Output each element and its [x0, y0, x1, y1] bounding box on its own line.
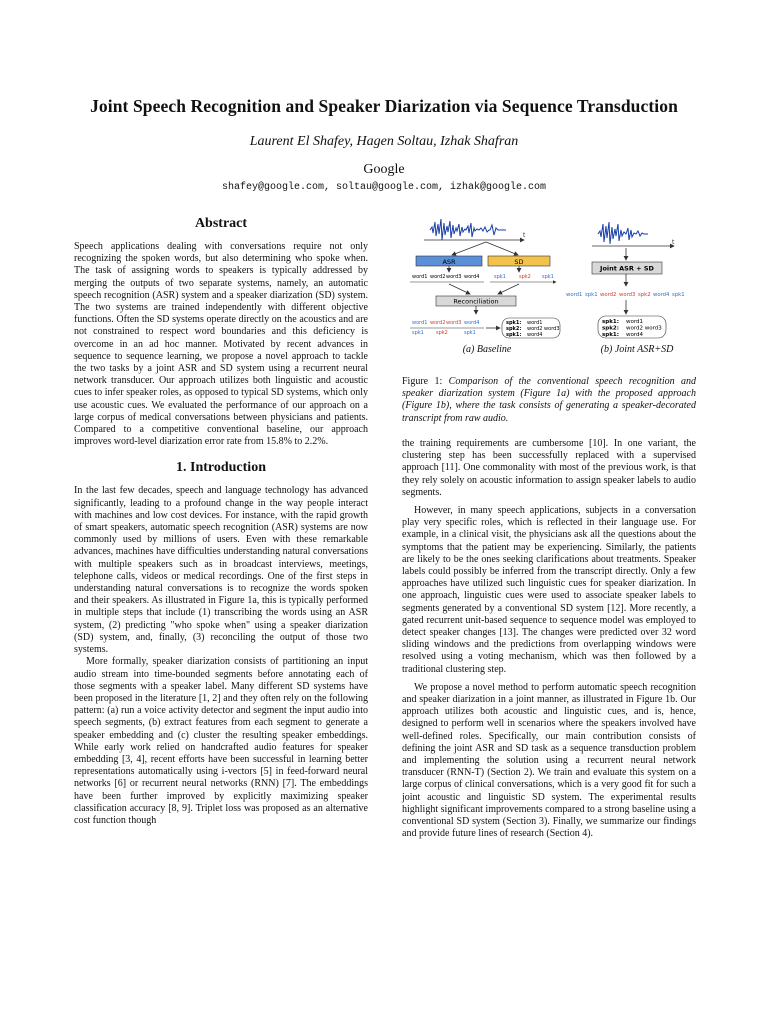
subcaption-a — [432, 344, 542, 355]
recon-spk-3: spk1 — [464, 330, 476, 336]
joint-waveform — [598, 222, 648, 244]
sd-spk-1: spk1 — [494, 274, 506, 280]
baseline-diagram — [410, 219, 560, 338]
joint-stream-word-3: word3 — [619, 292, 636, 298]
right-paragraph-2: However, in many speech applications, subjects in a conversation play very specific roles, which is reflected in their language use. For example, in a clinical visit, the physicians ask all the questions about the symptoms that the patient may be experiencing. Similarly, the patients are likely to be the ones seeking clarifications about treatments. Speaker labels could possibly be inferred from the transcript directly. Only a few approaches have utilized such linguistic cues for speaker diarization. In one approach, linguistic cues were used to associate speaker labels to segments generated by a conventional SD system [12]. More recently, a gated recurrent unit-based sequence to sequence model was employed to detect speaker changes [13]. The changes were predicted over 32 word sliding windows and the predictions from overlapping windows were resolved using a voting mechanism, which was then followed by a traditional clustering step. — [402, 505, 696, 675]
sd-label: SD — [514, 258, 524, 266]
joint-t-label: t — [672, 239, 675, 246]
baseline-waveform — [430, 219, 506, 240]
recon-word-4: word4 — [464, 320, 480, 326]
baseline-out-words-2: word2 word3 — [527, 326, 560, 332]
intro-heading: 1. Introduction — [176, 460, 266, 476]
abstract-heading: Abstract — [194, 216, 248, 231]
intro-paragraph-2: More formally, speaker diarization consists of partitioning an input audio stream into time-bounded segments before annotating each of those segments with a speaker label. Many different SD systems have been proposed in the literature [1, 2] and they often rely on the following pattern: (a) run a voice activity detector and segment the input audio into speech segments, (b) extract features from each segment to generate a speaker embedding and (c) cluster the resulting speaker embeddings. While early work relied on handcrafted audio features for speaker embedding [3, 4], recent efforts have been successful in learning better representations automatically using i-vectors [5] in feed-forward neural networks [6] or recurrent neural networks (RNN) [7]. The embeddings have been further improved by explicitly maximizing speaker classification accuracy [8, 9]. Triplet loss was proposed as an alternative cost function though — [74, 656, 368, 826]
subcaption-b — [582, 344, 692, 355]
asr-word-4: word4 — [464, 274, 480, 280]
recon-spk-2: spk2 — [436, 330, 448, 336]
arrow-asr-recon — [449, 284, 470, 294]
joint-stream-spk-3: spk1 — [672, 292, 685, 298]
baseline-out-spk-2: spk2: — [506, 326, 522, 332]
paper-authors: Laurent El Shafey, Hagen Soltau, Izhak Shafran — [249, 134, 519, 149]
joint-out-spk-2: spk2: — [602, 325, 619, 332]
asr-word-3: word3 — [446, 274, 462, 280]
joint-label: Joint ASR + SD — [600, 264, 654, 273]
reconciliation-label: Reconciliation — [453, 297, 499, 306]
figure-1 — [402, 210, 696, 370]
abstract-text: Speech applications dealing with conversations require not only recognizing the spoken words, but also determining who spoke when. The task of assigning words to speakers is typically addressed by merging the outputs of two separate systems, namely, an automatic speech recognition (ASR) system and a speaker diarization (SD) system. The two systems are trained independently with different objective functions. Often the SD systems operate directly on the acoustics and are not constrained to respect word boundaries and this deficiency is overcome in an ad hoc manner. Motivated by recent advances in sequence to sequence learning, we propose a novel approach to tackle the two tasks by a joint ASR and SD system using a recurrent neural network transducer. Our approach utilizes both linguistic and acoustic cues to infer speaker roles, as opposed to typical SD systems, which only use acoustic cues. We evaluated the performance of our approach on a large corpus of medical conversations between physicians and patients. Compared to a competitive conventional baseline, our approach improves word-level diarization error rate from 15.8% to 2.2%. — [74, 241, 368, 448]
joint-out-words-1: word1 — [626, 319, 644, 325]
baseline-out-words-3: word4 — [527, 332, 543, 338]
figure-caption-prefix: Figure 1: — [402, 376, 449, 387]
arrow-to-asr — [452, 242, 486, 255]
right-paragraph-1: the training requirements are cumbersome [10]. In one variant, the clustering step has been successfully replaced with a supervised approach [11]. One commonality with most of the previous work, is that they rely solely on acoustic information to assign speaker labels to audio segments. — [402, 438, 696, 498]
baseline-t-label: t — [523, 232, 526, 239]
right-column-figure — [402, 210, 696, 425]
joint-out-words-3: word4 — [626, 332, 644, 338]
arrow-to-sd — [486, 242, 518, 255]
joint-stream-word-2: word2 — [600, 292, 617, 298]
figure-caption-text: Comparison of the conventional speech recognition and speaker diarization system (Figure 1a) with the proposed approach (Figure 1b), where the task consists of generating a speaker-decorated transcript from raw audio. — [402, 376, 696, 424]
joint-out-spk-3: spk1: — [602, 332, 619, 338]
baseline-out-spk-1: spk1: — [506, 320, 522, 326]
asr-word-2: word2 — [430, 274, 446, 280]
recon-word-2: word2 — [430, 320, 446, 326]
subcaption-b-text: (b) Joint ASR+SD — [600, 344, 674, 355]
right-column-body — [402, 438, 696, 841]
recon-spk-1: spk1 — [412, 330, 424, 336]
subcaption-a-text: (a) Baseline — [462, 344, 512, 355]
joint-diagram — [566, 222, 685, 338]
recon-word-3: word3 — [446, 320, 462, 326]
arrow-sd-recon — [498, 284, 519, 294]
paper-emails: shafey@google.com, soltau@google.com, izhak@google.com — [221, 182, 547, 193]
joint-stream-word-1: word1 — [566, 292, 583, 298]
recon-word-1: word1 — [412, 320, 428, 326]
baseline-out-words-1: word1 — [527, 320, 543, 326]
figure-1-diagram — [402, 210, 696, 360]
paper-affiliation: Google — [363, 162, 405, 177]
asr-label: ASR — [442, 258, 456, 266]
joint-out-words-2: word2 word3 — [626, 325, 662, 332]
joint-out-spk-1: spk1: — [602, 319, 619, 325]
right-paragraph-3: We propose a novel method to perform automatic speech recognition and speaker diarization in a joint manner, as illustrated in Figure 1b. Our approach utilizes both acoustic and linguistic cues, and is, hence, designed to perform well in scenarios where the speakers involved have well-defined roles. Specifically, our main contribution consists of defining the joint ASR and SD task as a sequence transduction problem and implementing the solution using a recurrent neural network transducer (RNN-T) (Section 2). We train and evaluate this system on a large corpus of clinical conversations, which is a very good fit for such a joint acoustic and linguistic SD system. The experimental results highlight significant improvements compared to a strong baseline using a conventional SD system (Section 3). Finally, we summarize our findings and provide future lines of research (Section 4). — [402, 681, 696, 840]
baseline-out-spk-3: spk1: — [506, 332, 522, 338]
joint-stream-spk-2: spk2 — [638, 292, 651, 298]
sd-spk-2: spk2 — [519, 274, 531, 280]
joint-stream-spk-1: spk1 — [585, 292, 598, 298]
paper-title: Joint Speech Recognition and Speaker Diarization via Sequence Transduction — [90, 96, 678, 116]
sd-spk-3: spk1 — [542, 274, 554, 280]
intro-paragraph-1: In the last few decades, speech and language technology has advanced significantly, leading to a profound change in the way people interact with machines and low cost devices. For instance, with the rapid growth of smart speakers, automatic speech recognition (ASR) systems are now commonly used by millions of users. Even with these remarkable advances, machines have difficulties understanding natural conversations with multiple speakers such as in broadcast interviews, meetings, telephone calls, videos or medical recordings. One of the first steps in understanding natural conversations is to recognize the words spoken and their speakers. As illustrated in Figure 1a, this is typically performed in multiple steps that include (1) transcribing the words using an ASR system, (2) predicting "who spoke when" using a speaker diarization (SD) system, and, finally, (3) reconciling the output of those two systems. — [74, 485, 368, 656]
asr-word-1: word1 — [412, 274, 428, 280]
left-column — [74, 214, 368, 827]
joint-stream-word-4: word4 — [653, 292, 670, 298]
figure-1-caption — [402, 376, 696, 425]
